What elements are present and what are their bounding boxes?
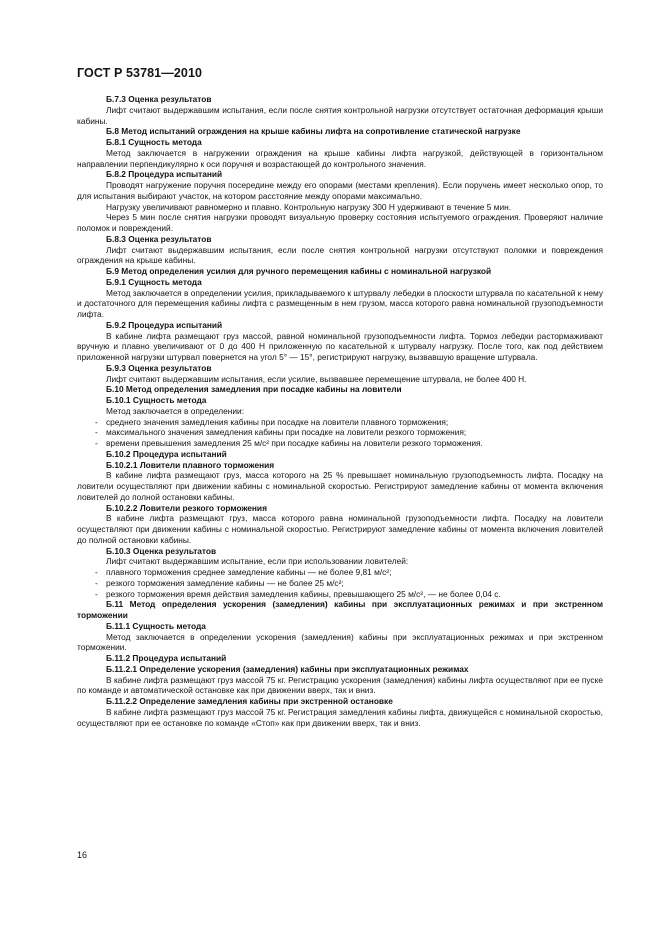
section-heading: Б.8.2 Процедура испытаний [106, 169, 223, 180]
paragraph: В кабине лифта размещают груз массой 75 кг. Регистрацию ускорения (замедления) кабины лифта осуществляют при ее пуске по команде и автоматической остановке как при движении вверх, так и вниз. [77, 674, 603, 696]
section-heading: Б.9 Метод определения усилия для ручного перемещения кабины с номинальной нагрузкой [106, 266, 492, 276]
paragraph: Метод заключается в определении усилия, прикладываемого к штурвалу лебедки в плоскости штурвала по касательной к нему и достаточного для перемещения кабины лифта с размещенным в нем грузом, масса которого равна номинальной грузоподъемности лифта. [77, 287, 603, 319]
section-heading: Б.10.1 Сущность метода [106, 395, 207, 405]
section-heading: Б.10.2.1 Ловители плавного торможения [106, 459, 275, 470]
paragraph: Лифт считают выдержавшим испытания, если после снятия контрольной нагрузки отсутствует остаточная деформация крыши кабины. [77, 104, 603, 126]
section-heading: Б.11 Метод определения ускорения (замедления) кабины при эксплуатационных режимах и при экстренном торможении [77, 599, 603, 620]
section-heading: Б.10 Метод определения замедления при посадке кабины на ловители [106, 384, 402, 395]
section-heading: Б.11.2 Процедура испытаний [106, 653, 227, 663]
paragraph: Через 5 мин после снятия нагрузки проводят визуальную проверку состояния испытуемого ограждения. Проверяют наличие поломок и повреждений. [77, 212, 603, 233]
page-number: 16 [77, 850, 88, 860]
section-heading: Б.10.3 Оценка результатов [106, 545, 217, 556]
paragraph: Лифт считают выдержавшим испытание, если при использовании ловителей: [106, 556, 409, 567]
section-heading: Б.8.1 Сущность метода [106, 137, 202, 147]
section-heading: Б.11.1 Сущность метода [106, 620, 206, 631]
paragraph: Метод заключается в нагружении ограждения на крыше кабины лифта нагрузкой, действующей в горизонтальном направлении перпендикулярно к оси поручня и возрастающей до контрольного значения. [77, 147, 603, 169]
paragraph: В кабине лифта размещают груз, масса которого равна номинальной грузоподъемности лифта. Посадку на ловители осуществляют при движении кабины с номинальной скоростью. Регистрируют замедление кабины от момента включения ловителей до полной остановки кабины. [77, 513, 603, 545]
document-header: ГОСТ Р 53781—2010 [77, 66, 203, 80]
list-item: - максимального значения замедления кабины при посадке на ловители резкого торможения; [77, 427, 603, 438]
list-item: - резкого торможения время действия замедления кабины, превышающего 25 м/с², — не более 0,04 с. [77, 589, 603, 600]
section-heading: Б.7.3 Оценка результатов [106, 94, 212, 104]
paragraph: Лифт считают выдержавшим испытания, если после снятия контрольной нагрузки отсутствуют поломки и повреждения ограждения на крыше кабины. [77, 244, 603, 266]
section-heading: Б.9.1 Сущность метода [106, 276, 202, 287]
paragraph: Метод заключается в определении: [106, 405, 245, 416]
list-item: - времени превышения замедления 25 м/с² при посадке кабины на ловители резкого торможения. [77, 438, 603, 449]
section-heading: Б.8.3 Оценка результатов [106, 233, 212, 244]
list-item: - плавного торможения среднее замедление кабины — не более 9,81 м/с²; [77, 567, 603, 578]
list-item: - резкого торможения замедление кабины — не более 25 м/с²; [77, 578, 603, 589]
paragraph: В кабине лифта размещают груз массой 75 кг. Регистрация замедления кабины лифта, движущейся с номинальной скоростью, осуществляют при ее остановке по команде «Стоп» как при движении вверх, так и вниз. [77, 706, 603, 728]
paragraph: Нагрузку увеличивают равномерно и плавно. Контрольную нагрузку 300 Н удерживают в течение 5 мин. [106, 201, 512, 212]
list-item: - среднего значения замедления кабины при посадке на ловители плавного торможения; [77, 417, 603, 428]
section-heading: Б.11.2.1 Определение ускорения (замедления) кабины при эксплуатационных режимах [106, 663, 469, 674]
document-body [77, 94, 603, 728]
section-heading: Б.11.2.2 Определение замедления кабины при экстренной остановке [106, 696, 393, 706]
paragraph: Метод заключается в определении ускорения (замедления) кабины при эксплуатационных режимах и при экстренном торможении. [77, 631, 603, 653]
paragraph: В кабине лифта размещают груз массой, равной номинальной грузоподъемности лифта. Тормоз лебедки растормаживают вручную и плавно увеличивают от 0 до 400 Н приложенную по касательной к штурвалу нагрузку. После того, как под действием приложенной нагрузки штурвал повернется на угол 5° — 15°, регистрируют нагрузку, вызвавшую вращение штурвала. [77, 330, 603, 362]
section-heading: Б.10.2 Процедура испытаний [106, 448, 227, 459]
paragraph: Лифт считают выдержавшим испытания, если усилие, вызвавшее перемещение штурвала, не более 400 Н. [106, 373, 527, 384]
section-heading: Б.9.3 Оценка результатов [106, 362, 212, 373]
paragraph: В кабине лифта размещают груз, масса которого на 25 % превышает номинальную грузоподъемность лифта. Посадку на ловители осуществляют при движении кабины с номинальной скоростью. Регистрируют замедление кабины от момента включения ловителей до полной остановки кабины. [77, 470, 603, 502]
paragraph: Проводят нагружение поручня посередине между его опорами (местами крепления). Если поручень имеет несколько опор, то для испытания выбирают участок, на котором расстояние между опорами максимально. [77, 180, 603, 201]
section-heading: Б.10.2.2 Ловители резкого торможения [106, 502, 267, 513]
section-heading: Б.8 Метод испытаний ограждения на крыше кабины лифта на сопротивление статической нагрузке [106, 126, 521, 137]
section-heading: Б.9.2 Процедура испытаний [106, 319, 223, 330]
